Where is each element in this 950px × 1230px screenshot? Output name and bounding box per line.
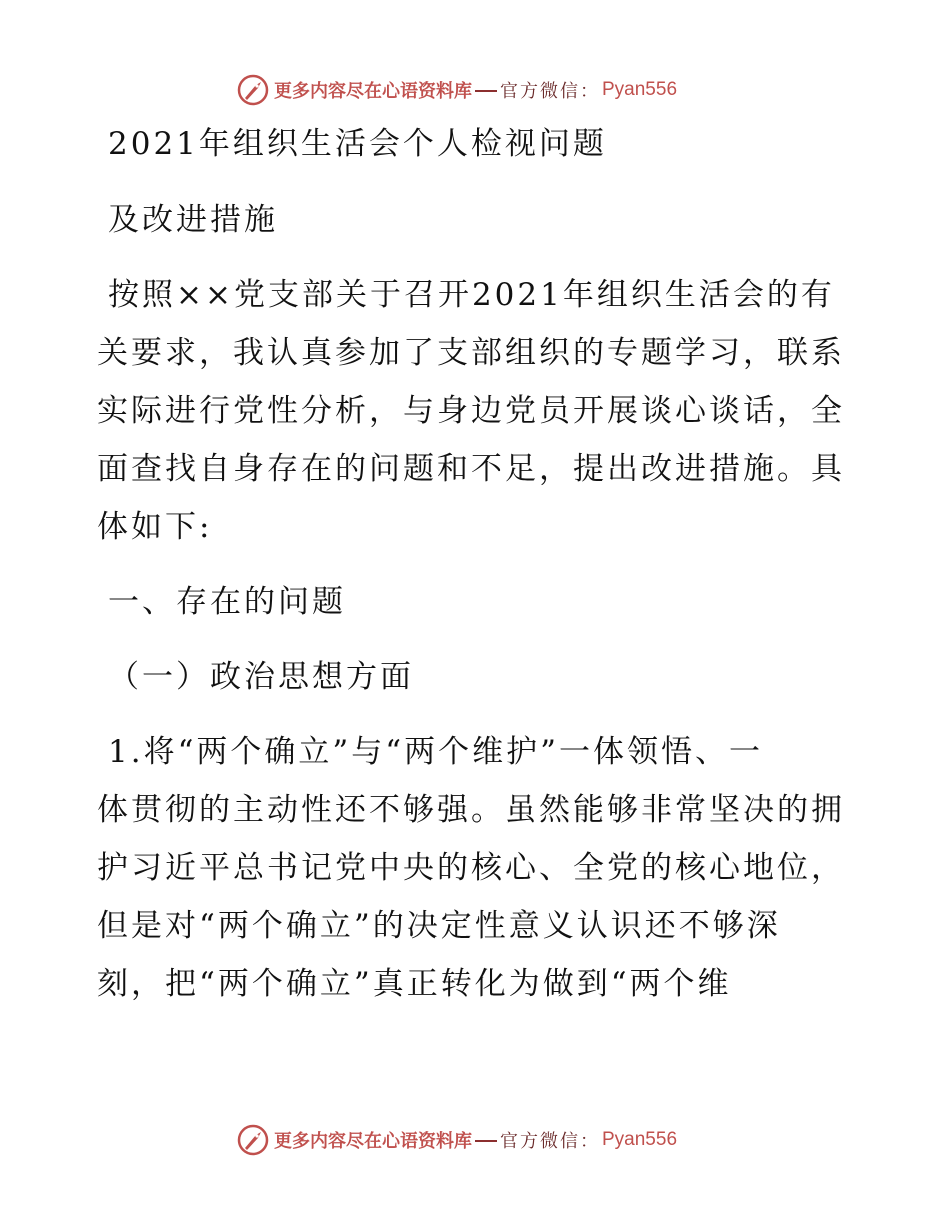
document-title-line-1: 2021年组织生活会个人检视问题 bbox=[108, 126, 607, 162]
pen-nib-logo-icon bbox=[236, 1123, 270, 1157]
document-title-line-2: 及改进措施 bbox=[108, 202, 278, 238]
watermark-colon: ： bbox=[580, 1131, 598, 1152]
watermark-dash bbox=[475, 1140, 497, 1142]
subsection-heading-political: （一）政治思想方面 bbox=[108, 659, 414, 695]
watermark-official-text: 官方微信 bbox=[500, 1131, 580, 1152]
intro-paragraph-line: 面查找自身存在的问题和不足，提出改进措施。具 bbox=[97, 451, 845, 487]
watermark-colon: ： bbox=[580, 81, 598, 102]
watermark-brand-text: 更多内容尽在心语资料库 bbox=[274, 81, 472, 102]
footer-watermark bbox=[236, 1123, 677, 1157]
item-paragraph-line: 体贯彻的主动性还不够强。虽然能够非常坚决的拥 bbox=[97, 792, 845, 828]
watermark-brand-text: 更多内容尽在心语资料库 bbox=[274, 1131, 472, 1152]
pen-nib-logo-icon bbox=[236, 73, 270, 107]
watermark-dash bbox=[475, 90, 497, 92]
watermark-official-text: 官方微信 bbox=[500, 81, 580, 102]
intro-paragraph-line: 按照××党支部关于召开2021年组织生活会的有 bbox=[108, 277, 835, 313]
watermark-wechat-id: Pyan556 bbox=[602, 79, 678, 100]
watermark-wechat-id: Pyan556 bbox=[602, 1129, 678, 1150]
item-paragraph-line: 刻，把“两个确立”真正转化为做到“两个维 bbox=[97, 966, 732, 1002]
intro-paragraph-line: 体如下: bbox=[97, 509, 213, 545]
intro-paragraph-line: 关要求，我认真参加了支部组织的专题学习，联系 bbox=[97, 335, 845, 371]
intro-paragraph-line: 实际进行党性分析，与身边党员开展谈心谈话，全 bbox=[97, 393, 845, 429]
item-paragraph-line: 但是对“两个确立”的决定性意义认识还不够深 bbox=[97, 908, 781, 944]
section-heading-problems: 一、存在的问题 bbox=[108, 584, 346, 620]
item-paragraph-line: 护习近平总书记党中央的核心、全党的核心地位， bbox=[97, 850, 845, 886]
item-paragraph-line: 1.将“两个确立”与“两个维护”一体领悟、一 bbox=[108, 734, 763, 770]
header-watermark bbox=[236, 73, 677, 107]
